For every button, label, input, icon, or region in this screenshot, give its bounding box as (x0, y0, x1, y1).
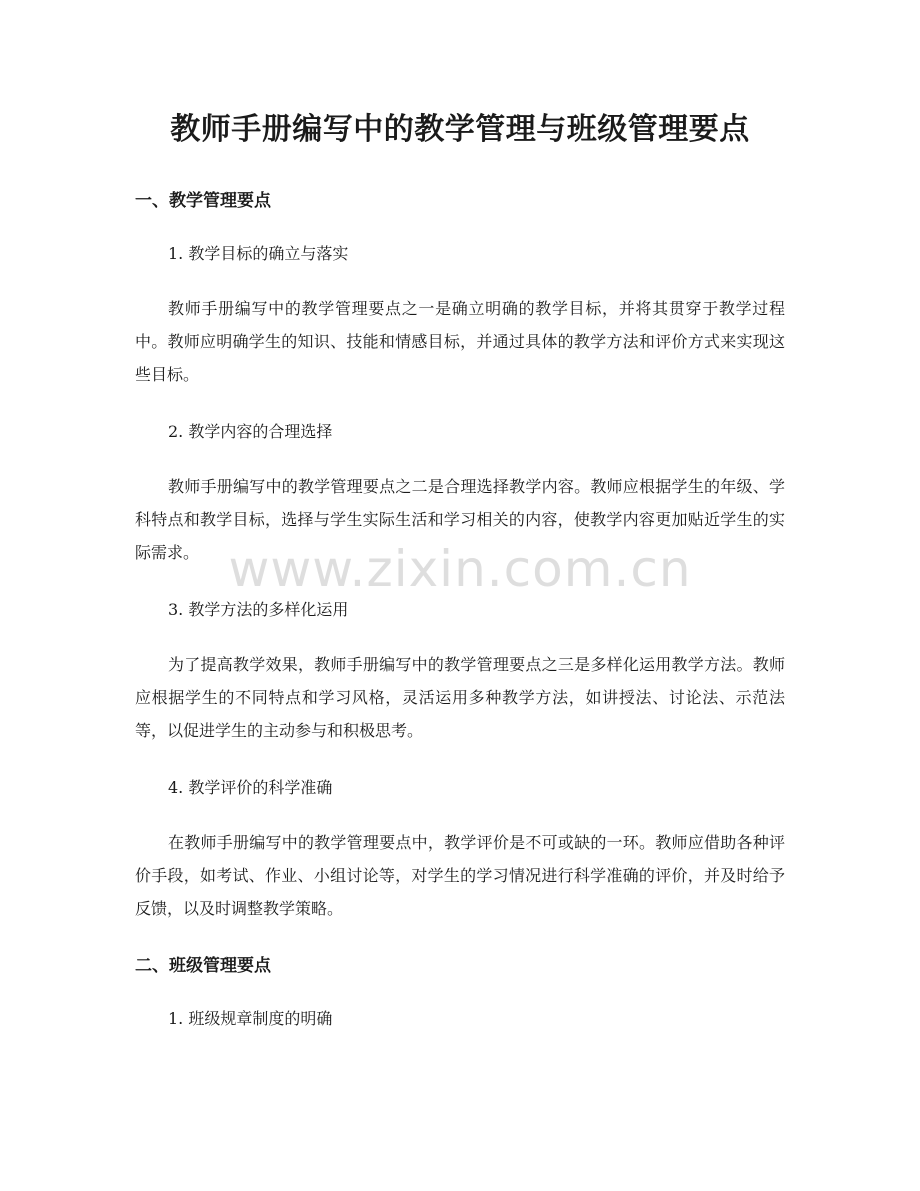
section-heading-class: 二、班级管理要点 (135, 956, 271, 976)
subheading-rules: 1. 班级规章制度的明确 (168, 1009, 333, 1028)
document-body (135, 188, 785, 1032)
subheading-content: 2. 教学内容的合理选择 (168, 422, 333, 441)
subheading-evaluation: 4. 教学评价的科学准确 (168, 778, 333, 797)
paragraph-evaluation: 在教师手册编写中的教学管理要点中，教学评价是不可或缺的一环。教师应借助各种评价手段，如考试、作业、小组讨论等，对学生的学习情况进行科学准确的评价，并及时给予反馈，以及时调整教学策略。 (135, 833, 785, 918)
paragraph-methods: 为了提高教学效果，教师手册编写中的教学管理要点之三是多样化运用教学方法。教师应根据学生的不同特点和学习风格，灵活运用多种教学方法，如讲授法、讨论法、示范法等，以促进学生的主动参与和积极思考。 (135, 655, 785, 740)
section-heading-teaching: 一、教学管理要点 (135, 191, 271, 211)
subheading-methods: 3. 教学方法的多样化运用 (168, 600, 349, 619)
paragraph-content: 教师手册编写中的教学管理要点之二是合理选择教学内容。教师应根据学生的年级、学科特点和教学目标，选择与学生实际生活和学习相关的内容，使教学内容更加贴近学生的实际需求。 (135, 477, 785, 562)
paragraph-goals: 教师手册编写中的教学管理要点之一是确立明确的教学目标，并将其贯穿于教学过程中。教师应明确学生的知识、技能和情感目标，并通过具体的教学方法和评价方式来实现这些目标。 (135, 299, 785, 384)
watermark-text: www.zixin.com.cn (228, 540, 692, 598)
subheading-goals: 1. 教学目标的确立与落实 (168, 244, 349, 263)
document-title: 教师手册编写中的教学管理与班级管理要点 (170, 112, 750, 147)
